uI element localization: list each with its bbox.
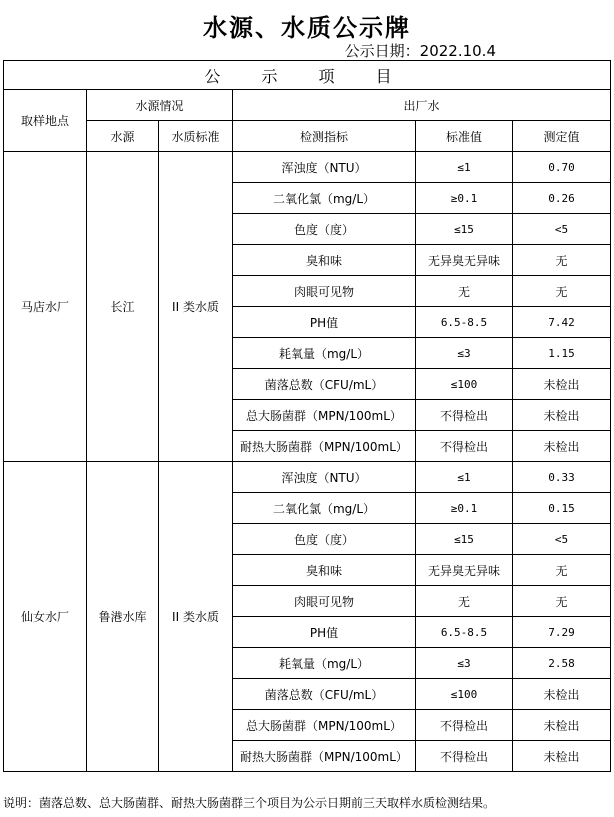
measured-cell: 未检出 (513, 679, 611, 710)
indicator-cell: 菌落总数（CFU/mL） (233, 679, 416, 710)
indicator-cell: 耐热大肠菌群（MPN/100mL） (233, 741, 416, 772)
header-indicator: 检测指标 (233, 121, 416, 152)
measured-cell: 无 (513, 276, 611, 307)
standard-cell: 不得检出 (416, 431, 513, 462)
measured-cell: 0.70 (513, 152, 611, 183)
header-quality-std: 水质标准 (159, 121, 233, 152)
indicator-cell: PH值 (233, 617, 416, 648)
header-source: 水源 (87, 121, 159, 152)
indicator-cell: 耗氧量（mg/L） (233, 338, 416, 369)
measured-cell: 未检出 (513, 369, 611, 400)
indicator-cell: 耐热大肠菌群（MPN/100mL） (233, 431, 416, 462)
section-title: 公 示 项 目 (4, 61, 611, 90)
plant-source: 长江 (87, 152, 159, 462)
indicator-cell: 二氧化氯（mg/L） (233, 183, 416, 214)
standard-cell: 6.5-8.5 (416, 307, 513, 338)
standard-cell: ≤1 (416, 152, 513, 183)
standard-cell: 无 (416, 586, 513, 617)
header-source-info: 水源情况 (87, 90, 233, 121)
indicator-cell: 菌落总数（CFU/mL） (233, 369, 416, 400)
plant-source: 鲁港水库 (87, 462, 159, 772)
standard-cell: ≤15 (416, 524, 513, 555)
measured-cell: 2.58 (513, 648, 611, 679)
standard-cell: 不得检出 (416, 710, 513, 741)
indicator-cell: 总大肠菌群（MPN/100mL） (233, 400, 416, 431)
measured-cell: 0.15 (513, 493, 611, 524)
measured-cell: 0.33 (513, 462, 611, 493)
measured-cell: <5 (513, 524, 611, 555)
indicator-cell: 臭和味 (233, 555, 416, 586)
plant-site: 马店水厂 (4, 152, 87, 462)
water-quality-table (3, 60, 611, 772)
indicator-cell: PH值 (233, 307, 416, 338)
indicator-cell: 肉眼可见物 (233, 586, 416, 617)
standard-cell: 无异臭无异味 (416, 555, 513, 586)
standard-cell: 无 (416, 276, 513, 307)
standard-cell: ≤3 (416, 338, 513, 369)
measured-cell: 无 (513, 586, 611, 617)
indicator-cell: 色度（度） (233, 524, 416, 555)
header-site: 取样地点 (4, 90, 87, 152)
indicator-cell: 总大肠菌群（MPN/100mL） (233, 710, 416, 741)
table-row (4, 462, 611, 493)
indicator-cell: 浑浊度（NTU） (233, 152, 416, 183)
indicator-cell: 色度（度） (233, 214, 416, 245)
measured-cell: 未检出 (513, 710, 611, 741)
measured-cell: 未检出 (513, 400, 611, 431)
standard-cell: ≤3 (416, 648, 513, 679)
footnote: 说明：菌落总数、总大肠菌群、耐热大肠菌群三个项目为公示日期前三天取样水质检测结果。 (3, 796, 496, 810)
standard-cell: ≥0.1 (416, 493, 513, 524)
publish-date: 公示日期：2022.10.4 (344, 42, 496, 60)
measured-cell: 7.29 (513, 617, 611, 648)
measured-cell: 无 (513, 555, 611, 586)
standard-cell: 6.5-8.5 (416, 617, 513, 648)
standard-cell: 无异臭无异味 (416, 245, 513, 276)
indicator-cell: 耗氧量（mg/L） (233, 648, 416, 679)
measured-cell: 未检出 (513, 431, 611, 462)
standard-cell: ≤1 (416, 462, 513, 493)
indicator-cell: 二氧化氯（mg/L） (233, 493, 416, 524)
standard-cell: 不得检出 (416, 400, 513, 431)
measured-cell: 0.26 (513, 183, 611, 214)
plant-grade: II 类水质 (159, 462, 233, 772)
measured-cell: 7.42 (513, 307, 611, 338)
page-title: 水源、水质公示牌 (203, 14, 411, 42)
measured-cell: <5 (513, 214, 611, 245)
measured-cell: 未检出 (513, 741, 611, 772)
measured-cell: 无 (513, 245, 611, 276)
measured-cell: 1.15 (513, 338, 611, 369)
standard-cell: ≤15 (416, 214, 513, 245)
header-measured: 测定值 (513, 121, 611, 152)
standard-cell: ≥0.1 (416, 183, 513, 214)
plant-grade: II 类水质 (159, 152, 233, 462)
header-outlet: 出厂水 (233, 90, 611, 121)
indicator-cell: 臭和味 (233, 245, 416, 276)
table-row (4, 152, 611, 183)
indicator-cell: 肉眼可见物 (233, 276, 416, 307)
plant-site: 仙女水厂 (4, 462, 87, 772)
indicator-cell: 浑浊度（NTU） (233, 462, 416, 493)
standard-cell: ≤100 (416, 679, 513, 710)
header-standard: 标准值 (416, 121, 513, 152)
standard-cell: ≤100 (416, 369, 513, 400)
standard-cell: 不得检出 (416, 741, 513, 772)
